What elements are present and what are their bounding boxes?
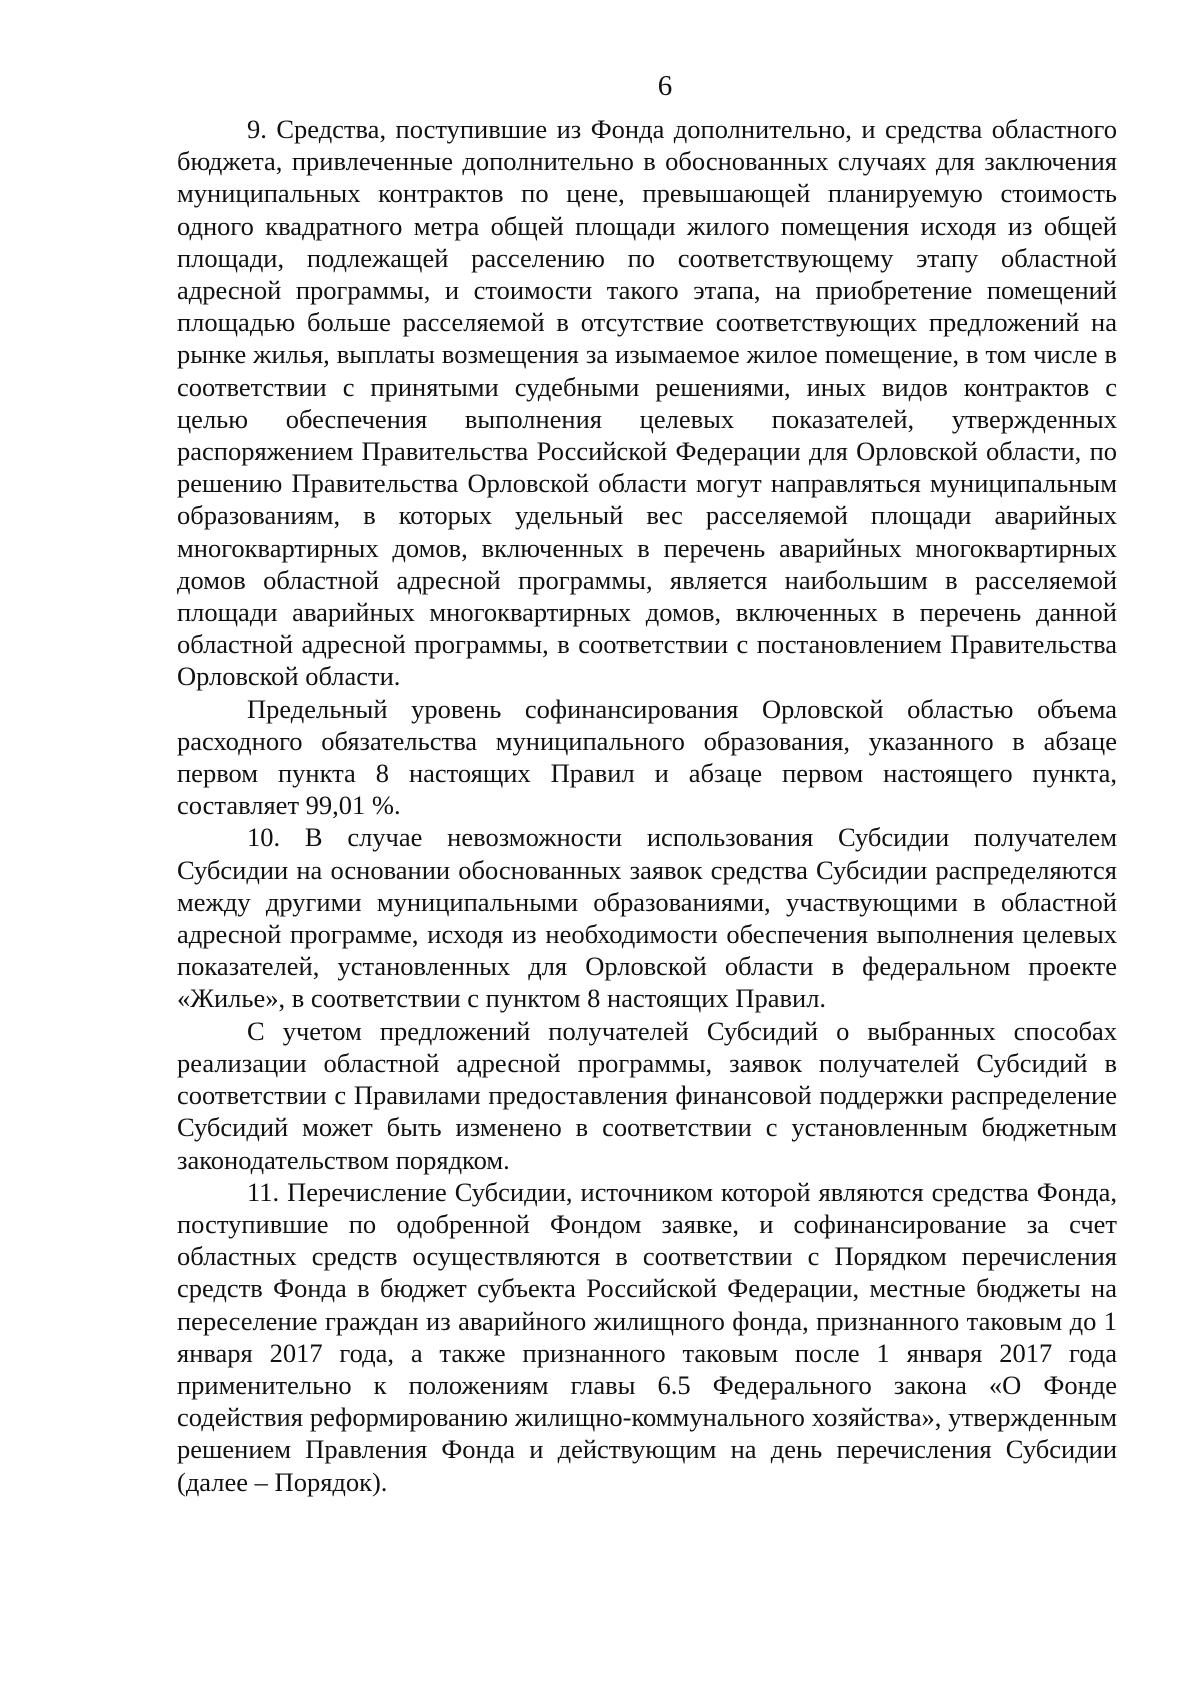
- paragraph-subsidy-redistribution: С учетом предложений получателей Субсидий о выбранных способах реализации областной адресной программы, заявок получателей Субсидий в соответствии с Правилами предоставления финансовой поддержки распределение Субсидий может быть изменено в соответствии с установленным бюджетным законодательством порядком.: [177, 1015, 1117, 1175]
- paragraph-item-10: 10. В случае невозможности использования Субсидии получателем Субсидии на основании обоснованных заявок средства Субсидии распределяются между другими муниципальными образованиями, участвующими в областной адресной программе, исходя из необходимости обеспечения выполнения целевых показателей, установленных для Орловской области в федеральном проекте «Жилье», в соответствии с пунктом 8 настоящих Правил.: [177, 822, 1117, 1014]
- document-body: [177, 113, 1117, 1498]
- paragraph-cofinancing-limit: Предельный уровень софинансирования Орловской областью объема расходного обязательства муниципального образования, указанного в абзаце первом пункта 8 настоящих Правил и абзаце первом настоящего пункта, составляет 99,01 %.: [177, 693, 1117, 821]
- paragraph-item-11: 11. Перечисление Субсидии, источником которой являются средства Фонда, поступившие по одобренной Фондом заявке, и софинансирование за счет областных средств осуществляются в соответствии с Порядком перечисления средств Фонда в бюджет субъекта Российской Федерации, местные бюджеты на переселение граждан из аварийного жилищного фонда, признанного таковым до 1 января 2017 года, а также признанного таковым после 1 января 2017 года применительно к положениям главы 6.5 Федерального закона «О Фонде содействия реформированию жилищно-коммунального хозяйства», утвержденным решением Правления Фонда и действующим на день перечисления Субсидии (далее – Порядок).: [177, 1176, 1117, 1497]
- page-number: 6: [657, 70, 673, 102]
- paragraph-item-9: 9. Средства, поступившие из Фонда дополнительно, и средства областного бюджета, привлеченные дополнительно в обоснованных случаях для заключения муниципальных контрактов по цене, превышающей планируемую стоимость одного квадратного метра общей площади жилого помещения исходя из общей площади, подлежащей расселению по соответствующему этапу областной адресной программы, и стоимости такого этапа, на приобретение помещений площадью больше расселяемой в отсутствие соответствующих предложений на рынке жилья, выплаты возмещения за изымаемое жилое помещение, в том числе в соответствии с принятыми судебными решениями, иных видов контрактов с целью обеспечения выполнения целевых показателей, утвержденных распоряжением Правительства Российской Федерации для Орловской области, по решению Правительства Орловской области могут направляться муниципальным образованиям, в которых удельный вес расселяемой площади аварийных многоквартирных домов, включенных в перечень аварийных многоквартирных домов областной адресной программы, является наибольшим в расселяемой площади аварийных многоквартирных домов, включенных в перечень данной областной адресной программы, в соответствии с постановлением Правительства Орловской области.: [177, 114, 1117, 692]
